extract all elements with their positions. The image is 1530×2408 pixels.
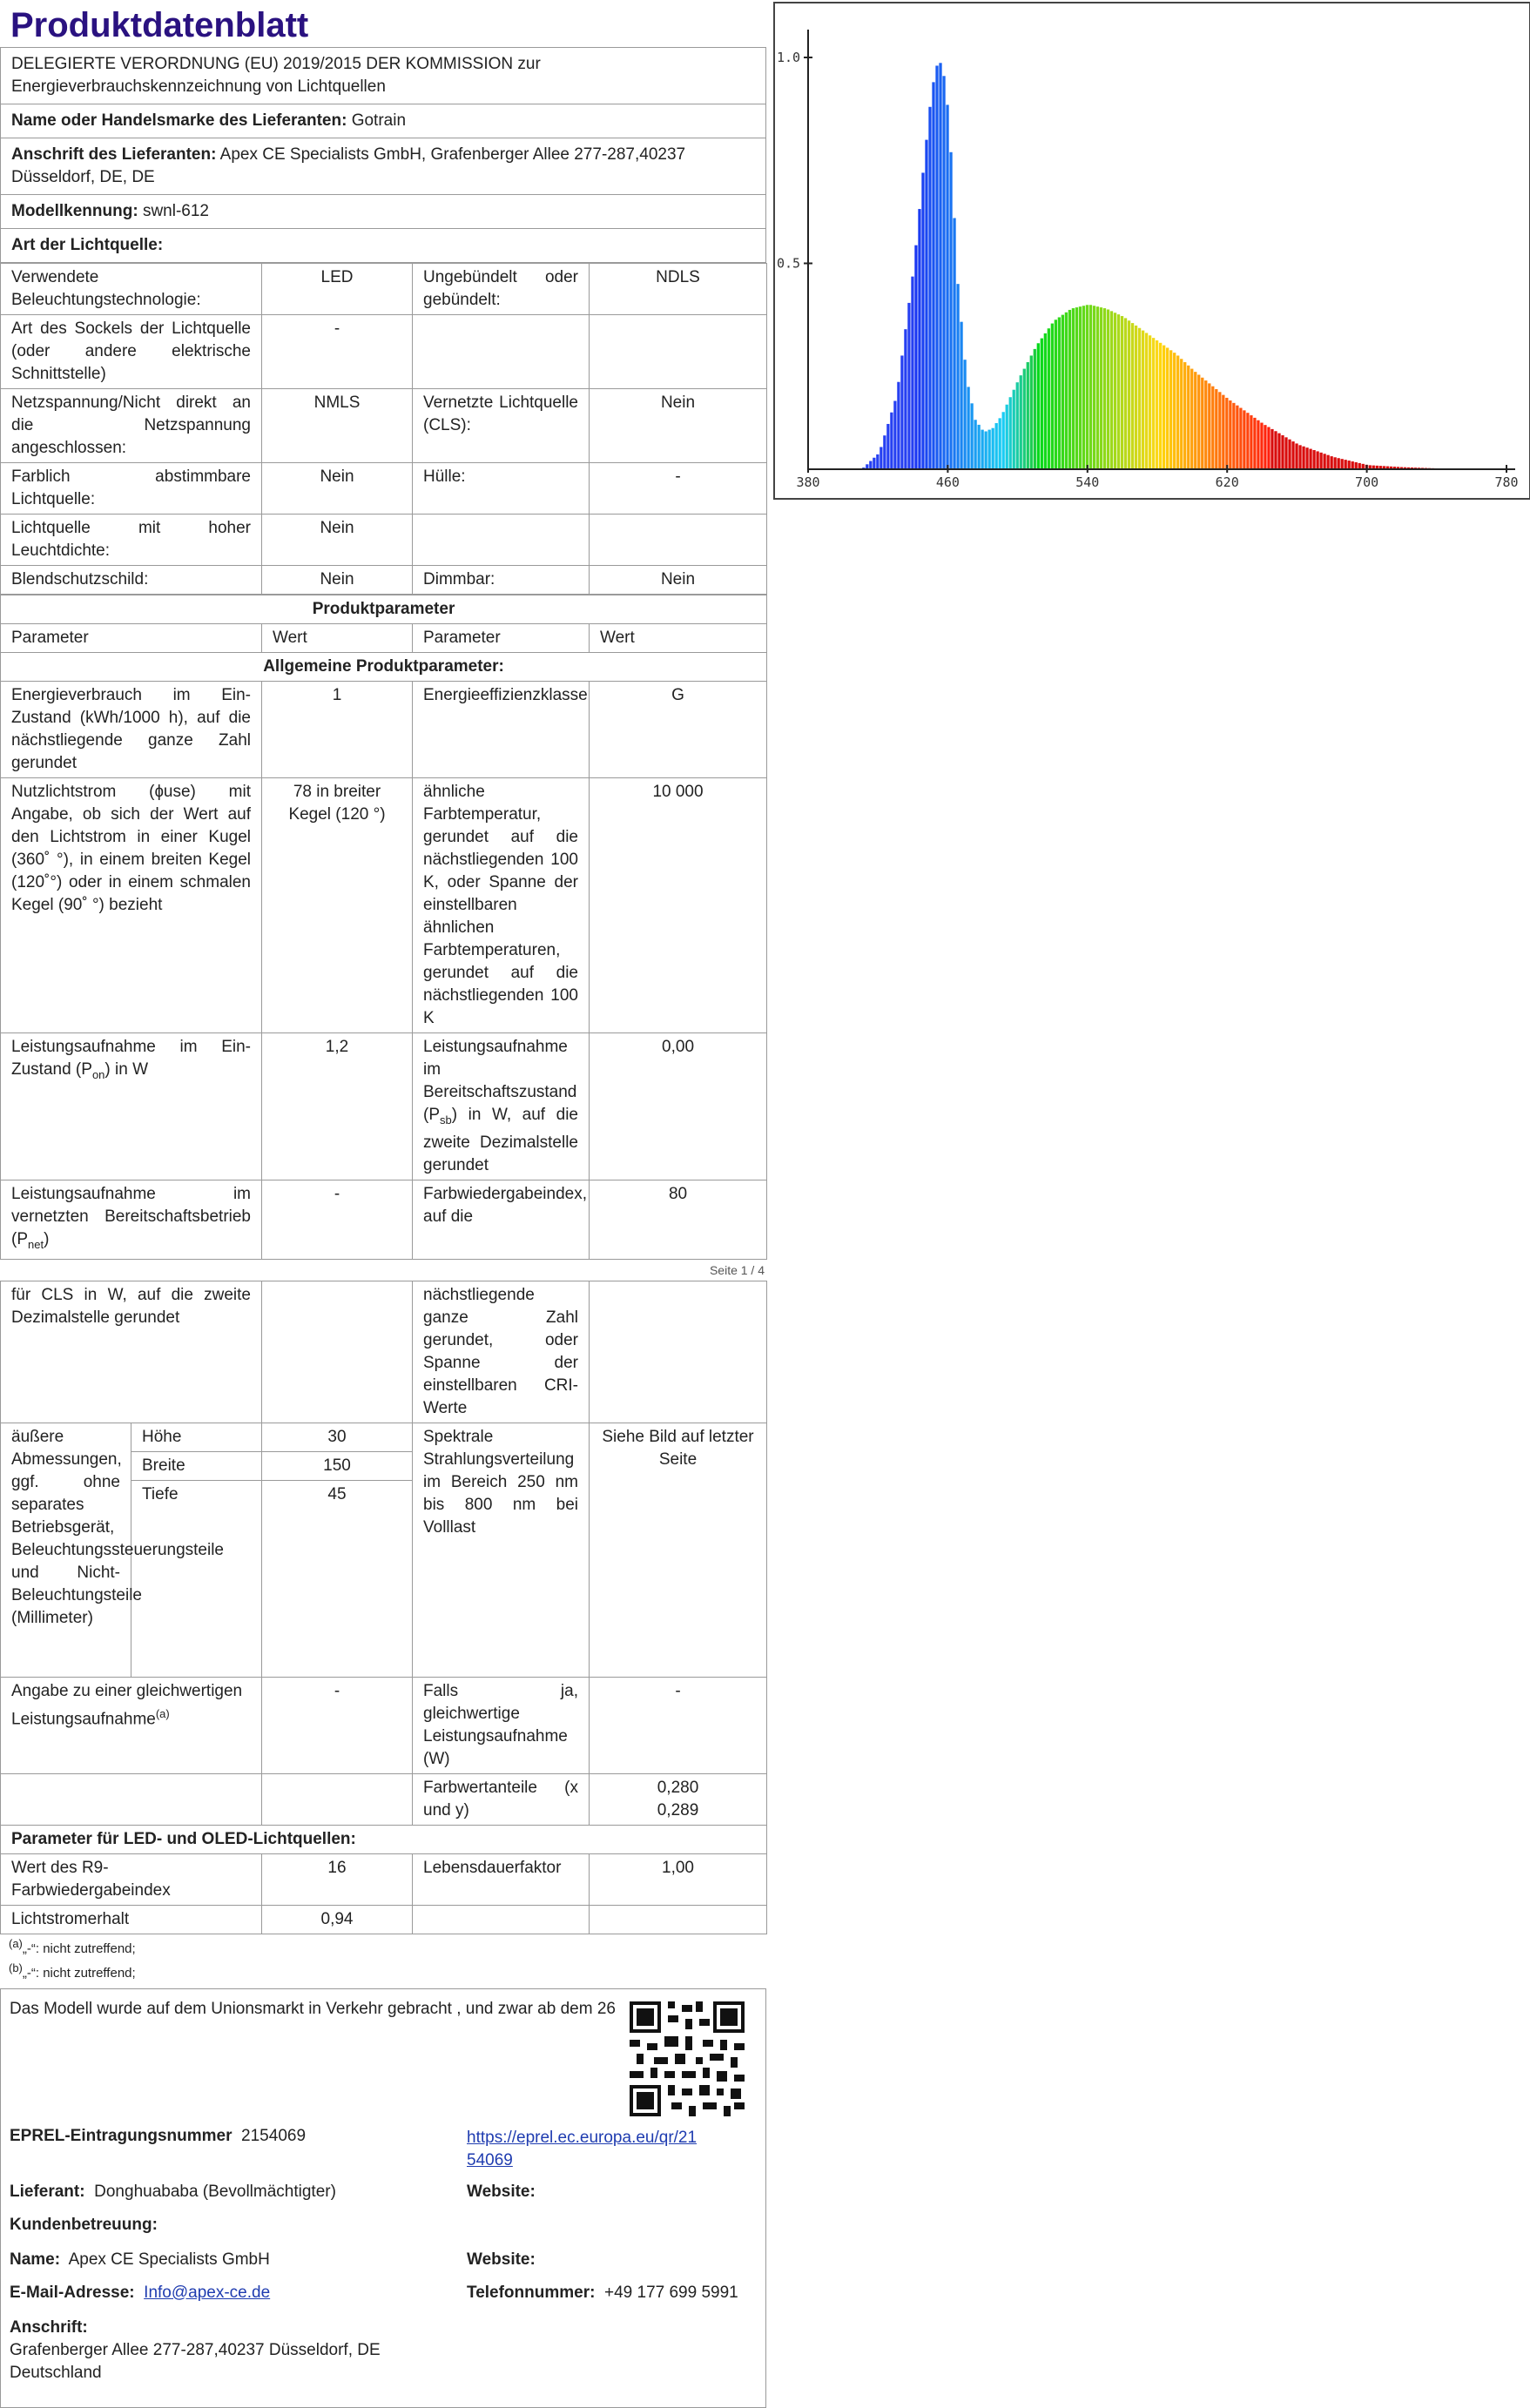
spectrum-bar	[1107, 309, 1109, 469]
spectrum-bar	[1264, 425, 1266, 469]
header-param-2: Parameter	[413, 624, 590, 653]
spectrum-bar	[1062, 315, 1064, 469]
spectrum-bar	[1246, 413, 1249, 469]
power-on-value: 1,2	[262, 1033, 413, 1180]
energy-class-label: Energieeffizienzklasse	[413, 682, 590, 778]
spectrum-bar	[911, 277, 913, 469]
address-label: Anschrift:	[10, 2318, 88, 2337]
supplier-address-label: Anschrift des Lieferanten:	[11, 145, 216, 164]
spectrum-bar	[1211, 387, 1214, 469]
spectrum-bar	[1068, 310, 1071, 469]
spectrum-bar	[932, 82, 934, 469]
spectrum-bar	[1341, 459, 1344, 469]
spectrum-bar	[1291, 441, 1294, 469]
spectrum-bar	[1041, 339, 1043, 469]
cri-label: Farbwiedergabeindex, auf die	[413, 1180, 590, 1259]
spectrum-bar	[1319, 453, 1322, 469]
spectrum-bar	[1281, 435, 1284, 469]
qr-code-icon	[630, 2001, 745, 2116]
spectrum-bar	[1044, 333, 1047, 469]
spectrum-bar	[1013, 390, 1015, 469]
spectrum-bar	[1079, 306, 1082, 469]
network-standby-value: -	[262, 1180, 413, 1259]
x-tick-label: 380	[796, 474, 819, 490]
spectrum-bar	[1330, 456, 1332, 469]
spectrum-bar	[1100, 307, 1102, 469]
spectrum-bar	[1295, 443, 1297, 469]
type-value-2: Nein	[590, 566, 767, 595]
spectrum-bar	[921, 172, 924, 469]
customer-service-label: Kundenbetreuung:	[10, 2216, 158, 2235]
spectrum-bar	[939, 63, 941, 469]
type-value: -	[262, 315, 413, 389]
spectrum-bar	[970, 403, 973, 469]
general-params-title: Allgemeine Produktparameter:	[1, 653, 767, 682]
spectrum-bar	[1229, 400, 1231, 469]
energy-consumption-value: 1	[262, 682, 413, 778]
spectrum-bar	[995, 423, 998, 469]
type-value: LED	[262, 264, 413, 315]
cri-value: 80	[590, 1180, 767, 1259]
spectrum-bar	[1058, 317, 1061, 469]
spectrum-bar	[1323, 454, 1325, 469]
spectrum-bar	[1260, 423, 1263, 469]
lieferant-row	[10, 2183, 336, 2202]
supplier-address-value: Apex CE Specialists GmbH, Grafenberger Allee 277-287,40237 Düsseldorf, DE, DE	[11, 145, 685, 186]
phone-value: +49 177 699 5991	[604, 2284, 738, 2302]
spectrum-bar	[1145, 333, 1148, 469]
cri-label-cont: nächstliegende ganze Zahl gerundet, oder Spanne der einstellbaren CRI-Werte	[413, 1281, 590, 1423]
spectrum-bar	[1338, 458, 1340, 469]
phone-row	[467, 2284, 738, 2303]
lumen-maintenance-label: Lichtstromerhalt	[1, 1905, 262, 1934]
type-label-2: Hülle:	[413, 463, 590, 515]
spectrum-bar	[1093, 306, 1095, 469]
light-source-type-heading: Art der Lichtquelle:	[0, 229, 766, 263]
type-label: Blendschutzschild:	[1, 566, 262, 595]
eprel-link-line2[interactable]: 54069	[467, 2151, 513, 2169]
dim-height-value: 30	[262, 1423, 413, 1451]
spectrum-bar	[1169, 350, 1172, 469]
spectrum-bar	[1180, 359, 1183, 469]
spectrum-bar	[1190, 369, 1193, 469]
type-row	[1, 515, 767, 566]
luminous-flux-value: 78 in breiter Kegel (120 °)	[262, 778, 413, 1033]
type-label-2: Vernetzte Lichtquelle (CLS):	[413, 389, 590, 463]
spectrum-bar	[1348, 461, 1351, 469]
spectrum-bar	[1312, 450, 1315, 469]
spectrum-bar	[1284, 437, 1287, 469]
phone-label: Telefonnummer:	[467, 2284, 595, 2302]
spectrum-bar	[935, 65, 938, 469]
type-label-2	[413, 515, 590, 566]
spectrum-bar	[1072, 308, 1075, 469]
spectrum-bar	[1271, 429, 1273, 469]
spectrum-bar	[1345, 460, 1347, 469]
eprel-link[interactable]	[467, 2127, 697, 2172]
spectrum-bar	[1326, 455, 1329, 469]
spectrum-bar	[1277, 434, 1280, 469]
spectrum-bar	[1156, 340, 1158, 469]
spectrum-bar	[1089, 305, 1092, 469]
spectrum-bar	[953, 218, 955, 469]
type-value-2	[590, 315, 767, 389]
spectrum-bar	[981, 430, 983, 469]
spectrum-bar	[904, 329, 907, 469]
spectrum-bar	[897, 382, 900, 469]
led-params-title: Parameter für LED- und OLED-Lichtquellen:	[1, 1825, 767, 1853]
address-line2: Deutschland	[10, 2364, 102, 2382]
equiv-power-label: Angabe zu einer gleichwertigen Leistungsaufnahme$^{(a)}$	[1, 1677, 262, 1773]
header-param-1: Parameter	[1, 624, 262, 653]
email-label: E-Mail-Adresse:	[10, 2284, 135, 2302]
color-temp-label: ähnliche Farbtemperatur, gerundet auf die nächstliegenden 100 K, oder Spanne der einstellbaren ähnlichen Farbtemperaturen, gerundet auf die nächstliegenden 100 K	[413, 778, 590, 1033]
spectrum-bar	[1030, 355, 1033, 469]
spectrum-bar	[1194, 372, 1196, 469]
dimensions-label: äußere Abmessungen, ggf. ohne separates Betriebsgerät, Beleuchtungssteuerungsteile und Nicht-Beleuchtungsteile (Millimeter)	[1, 1423, 131, 1677]
params-table	[0, 595, 767, 1260]
spectrum-bar	[963, 360, 966, 469]
type-value-2	[590, 515, 767, 566]
name-row	[10, 2250, 270, 2270]
spectrum-bar	[1257, 420, 1259, 469]
spectrum-bar	[1110, 311, 1113, 469]
dim-depth-value: 45	[262, 1480, 413, 1677]
power-on-label: Leistungsaufnahme im Ein-Zustand $(P_{on})$ in W	[1, 1033, 262, 1180]
type-label: Verwendete Beleuchtungstechnologie:	[1, 264, 262, 315]
spectrum-bar	[1302, 447, 1304, 469]
spectrum-bar	[1176, 355, 1179, 469]
type-row	[1, 264, 767, 315]
market-text: Das Modell wurde auf dem Unionsmarkt in Verkehr gebracht , und zwar ab dem 26	[10, 2000, 616, 2019]
supplier-name-value: Gotrain	[352, 111, 406, 130]
spectrum-bar	[1316, 451, 1318, 469]
standby-power-label: Leistungsaufnahme im Bereitschaftszustand $(P_{sb})$ in W, auf die zweite Dezimalstelle gerundet	[413, 1033, 590, 1180]
spectrum-bar	[1103, 308, 1106, 469]
eprel-label: EPREL-Eintragungsnummer	[10, 2127, 232, 2145]
spectrum-bar	[1009, 397, 1012, 469]
y-tick-label: 1.0	[777, 50, 800, 65]
spectrum-bar	[925, 140, 927, 469]
name-value: Apex CE Specialists GmbH	[69, 2250, 270, 2269]
spectrum-bar	[880, 447, 882, 469]
chromaticity-label: Farbwertanteile (x und y)	[413, 1773, 590, 1825]
spectrum-bar	[1166, 347, 1169, 469]
lumen-maintenance-value: 0,94	[262, 1905, 413, 1934]
standby-power-value: 0,00	[590, 1033, 767, 1180]
spectrum-bar	[1086, 305, 1089, 469]
type-value-2: NDLS	[590, 264, 767, 315]
spectrum-bar	[883, 435, 886, 469]
spectrum-bar	[1183, 362, 1186, 469]
spectrum-bar	[1243, 410, 1245, 469]
spectrum-bar	[1075, 307, 1078, 469]
website2-label: Website:	[467, 2250, 536, 2270]
spectrum-bar	[1117, 314, 1120, 469]
spectrum-bar	[1267, 427, 1270, 469]
type-label-2: Ungebündelt oder gebündelt:	[413, 264, 590, 315]
color-temp-value: 10 000	[590, 778, 767, 1033]
spectrum-bar	[977, 425, 980, 469]
r9-value: 16	[262, 1853, 413, 1905]
spectrum-bar	[1034, 349, 1036, 469]
spectrum-bar	[914, 246, 917, 469]
regulation-text: DELEGIERTE VERORDNUNG (EU) 2019/2015 DER KOMMISSION zur Energieverbrauchskennzeichnung von Lichtquellen	[0, 47, 766, 104]
spectrum-bar	[1135, 326, 1137, 469]
spectrum-bar	[1232, 403, 1235, 469]
eprel-link-line1[interactable]: https://eprel.ec.europa.eu/qr/21	[467, 2129, 697, 2147]
spectrum-bar	[1159, 343, 1162, 469]
dim-width-label: Breite	[131, 1451, 262, 1480]
type-label: Farblich abstimmbare Lichtquelle:	[1, 463, 262, 515]
spectrum-bar	[1334, 457, 1337, 469]
spectrum-bar	[1298, 445, 1301, 469]
luminous-flux-label: Nutzlichtstrom (ɸuse) mit Angabe, ob sich der Wert auf den Lichtstrom in einer Kugel (360˚ °), in einem breiten Kegel (120˚°) oder in einem schmalen Kegel (90˚ °) bezieht	[1, 778, 262, 1033]
dim-depth-label: Tiefe	[131, 1480, 262, 1677]
type-label: Lichtquelle mit hoher Leuchtdichte:	[1, 515, 262, 566]
footnote-b: $^{(b)}$„-“: nicht zutreffend;	[0, 1959, 766, 1983]
spectrum-bar	[1163, 346, 1165, 469]
type-label-2: Dimmbar:	[413, 566, 590, 595]
spectrum-bar	[988, 430, 991, 469]
spectrum-bar	[907, 303, 910, 469]
address-line1: Grafenberger Allee 277-287,40237 Düsseldorf, DE	[10, 2341, 381, 2359]
spectrum-bar	[1051, 324, 1054, 469]
header-value-2: Wert	[590, 624, 767, 653]
type-value: NMLS	[262, 389, 413, 463]
spectrum-bar	[1023, 369, 1026, 469]
spectrum-bar	[1124, 318, 1127, 469]
spectrum-svg	[775, 3, 1526, 494]
spectrum-bar	[999, 418, 1001, 469]
spectrum-bar	[1288, 440, 1291, 469]
page-number: Seite 1 / 4	[0, 1260, 766, 1281]
network-standby-label-cont: für CLS in W, auf die zweite Dezimalstelle gerundet	[1, 1281, 262, 1423]
spectrum-bar	[974, 420, 976, 469]
eprel-row	[10, 2127, 306, 2146]
spectrum-bar	[1131, 323, 1134, 469]
type-value-2: Nein	[590, 389, 767, 463]
type-value: Nein	[262, 566, 413, 595]
spectrum-bar	[1239, 408, 1242, 469]
spectrum-bar	[893, 400, 896, 469]
params-table-continued	[0, 1281, 767, 1934]
x-tick-label: 460	[936, 474, 960, 490]
supplier-address-row	[0, 138, 766, 195]
type-value: Nein	[262, 515, 413, 566]
spectrum-bar	[1351, 461, 1354, 469]
y-tick-label: 0.5	[777, 256, 800, 272]
spectrum-bar	[1187, 366, 1190, 469]
spectrum-bar	[1002, 412, 1005, 469]
model-value: swnl-612	[143, 202, 209, 220]
footnote-a: $^{(a)}$„-“: nicht zutreffend;	[0, 1934, 766, 1959]
x-tick-label: 700	[1355, 474, 1378, 490]
type-row	[1, 463, 767, 515]
header-value-1: Wert	[262, 624, 413, 653]
spectrum-bar	[956, 284, 959, 469]
spectrum-bar	[1204, 380, 1207, 469]
x-tick-label: 620	[1216, 474, 1239, 490]
spectrum-bar	[1016, 382, 1019, 469]
energy-consumption-label: Energieverbrauch im Ein-Zustand (kWh/1000 h), auf die nächstliegende ganze Zahl gerundet	[1, 682, 262, 778]
spectrum-bar	[960, 322, 962, 469]
spectrum-bar	[949, 152, 952, 469]
product-params-title: Produktparameter	[1, 595, 767, 624]
spectrum-bar	[869, 461, 872, 469]
spectrum-bar	[1305, 447, 1308, 469]
lieferant-label: Lieferant:	[10, 2183, 85, 2201]
spectrum-bar	[1218, 392, 1221, 469]
name-label: Name:	[10, 2250, 60, 2269]
spectrum-bar	[1250, 415, 1252, 469]
equiv-ifyes-value: -	[590, 1677, 767, 1773]
spectrum-bar	[946, 104, 948, 469]
spectrum-bar	[1048, 328, 1050, 469]
lifetime-value: 1,00	[590, 1853, 767, 1905]
equiv-ifyes-label: Falls ja, gleichwertige Leistungsaufnahme (W)	[413, 1677, 590, 1773]
x-tick-label: 780	[1494, 474, 1518, 490]
spectrum-bar	[873, 458, 875, 469]
website-label: Website:	[467, 2183, 536, 2202]
page-title: Produktdatenblatt	[0, 0, 766, 47]
type-label-2	[413, 315, 590, 389]
spectrum-bar	[1208, 383, 1210, 469]
spectrum-bar	[1082, 306, 1085, 469]
supplier-name-row	[0, 104, 766, 138]
spectrum-bar	[1236, 406, 1238, 469]
spectrum-bar	[1114, 313, 1116, 469]
dim-height-label: Höhe	[131, 1423, 262, 1451]
spectrum-bar	[1222, 395, 1224, 469]
spectrum-bar	[967, 387, 969, 469]
eprel-number: 2154069	[241, 2127, 306, 2145]
type-table	[0, 263, 767, 595]
spectrum-bar	[1149, 335, 1151, 469]
spectrum-bar	[1006, 405, 1008, 469]
spectrum-bar	[1121, 316, 1123, 469]
spectrum-bar	[1274, 431, 1277, 469]
spectrum-chart	[773, 2, 1530, 500]
spectrum-bar	[1138, 328, 1141, 469]
r9-label: Wert des R9-Farbwiedergabeindex	[1, 1853, 262, 1905]
supplier-name-label: Name oder Handelsmarke des Lieferanten:	[11, 111, 347, 130]
model-row	[0, 195, 766, 229]
spectrum-bar	[1201, 378, 1203, 469]
x-tick-label: 540	[1075, 474, 1099, 490]
spectrum-bar	[985, 431, 987, 469]
spectrum-bar	[928, 107, 931, 469]
spectrum-bar	[1027, 362, 1029, 469]
equiv-power-value: -	[262, 1677, 413, 1773]
spectral-value: Siehe Bild auf letzter Seite	[590, 1423, 767, 1677]
energy-class-value: G	[590, 682, 767, 778]
spectrum-bar	[1037, 343, 1040, 469]
lieferant-value: Donghuababa (Bevollmächtigter)	[94, 2183, 336, 2201]
spectrum-bar	[900, 355, 903, 469]
spectrum-bar	[1096, 306, 1099, 469]
type-value: Nein	[262, 463, 413, 515]
spectrum-bar	[890, 413, 893, 469]
spectrum-bar	[1065, 313, 1068, 469]
spectrum-bar	[992, 428, 994, 469]
address-block	[10, 2317, 381, 2384]
type-row	[1, 566, 767, 595]
spectrum-bar	[918, 209, 920, 469]
type-value-2: -	[590, 463, 767, 515]
spectrum-bar	[1225, 398, 1228, 469]
email-row	[10, 2284, 270, 2303]
type-row	[1, 389, 767, 463]
spectrum-bar	[1309, 449, 1311, 469]
chromaticity-value: 0,280 0,289	[590, 1773, 767, 1825]
email-link[interactable]: Info@apex-ce.de	[144, 2284, 270, 2302]
spectrum-bar	[1355, 462, 1358, 469]
type-row	[1, 315, 767, 389]
spectrum-bar	[942, 76, 945, 469]
spectrum-bar	[1142, 331, 1144, 469]
dim-width-value: 150	[262, 1451, 413, 1480]
spectrum-bar	[1152, 338, 1155, 469]
spectrum-bar	[1055, 319, 1057, 469]
type-label: Netzspannung/Nicht direkt an die Netzspannung angeschlossen:	[1, 389, 262, 463]
spectral-label: Spektrale Strahlungsverteilung im Bereich 250 nm bis 800 nm bei Volllast	[413, 1423, 590, 1677]
spectrum-bar	[1215, 389, 1217, 469]
type-label: Art des Sockels der Lichtquelle (oder andere elektrische Schnittstelle)	[1, 315, 262, 389]
network-standby-label: Leistungsaufnahme im vernetzten Bereitschaftsbetrieb $(P_{net})$	[1, 1180, 262, 1259]
spectrum-bar	[1173, 353, 1176, 469]
spectrum-bar	[1128, 320, 1130, 469]
spectrum-bar	[886, 424, 889, 469]
spectrum-bar	[876, 454, 879, 469]
supplier-info-box	[0, 1988, 766, 2408]
spectrum-bar	[1358, 463, 1361, 469]
lifetime-label: Lebensdauerfaktor	[413, 1853, 590, 1905]
spectrum-bar	[1020, 375, 1022, 469]
model-label: Modellkennung:	[11, 202, 138, 220]
spectrum-bar	[1253, 418, 1256, 469]
spectrum-bar	[1197, 374, 1200, 469]
